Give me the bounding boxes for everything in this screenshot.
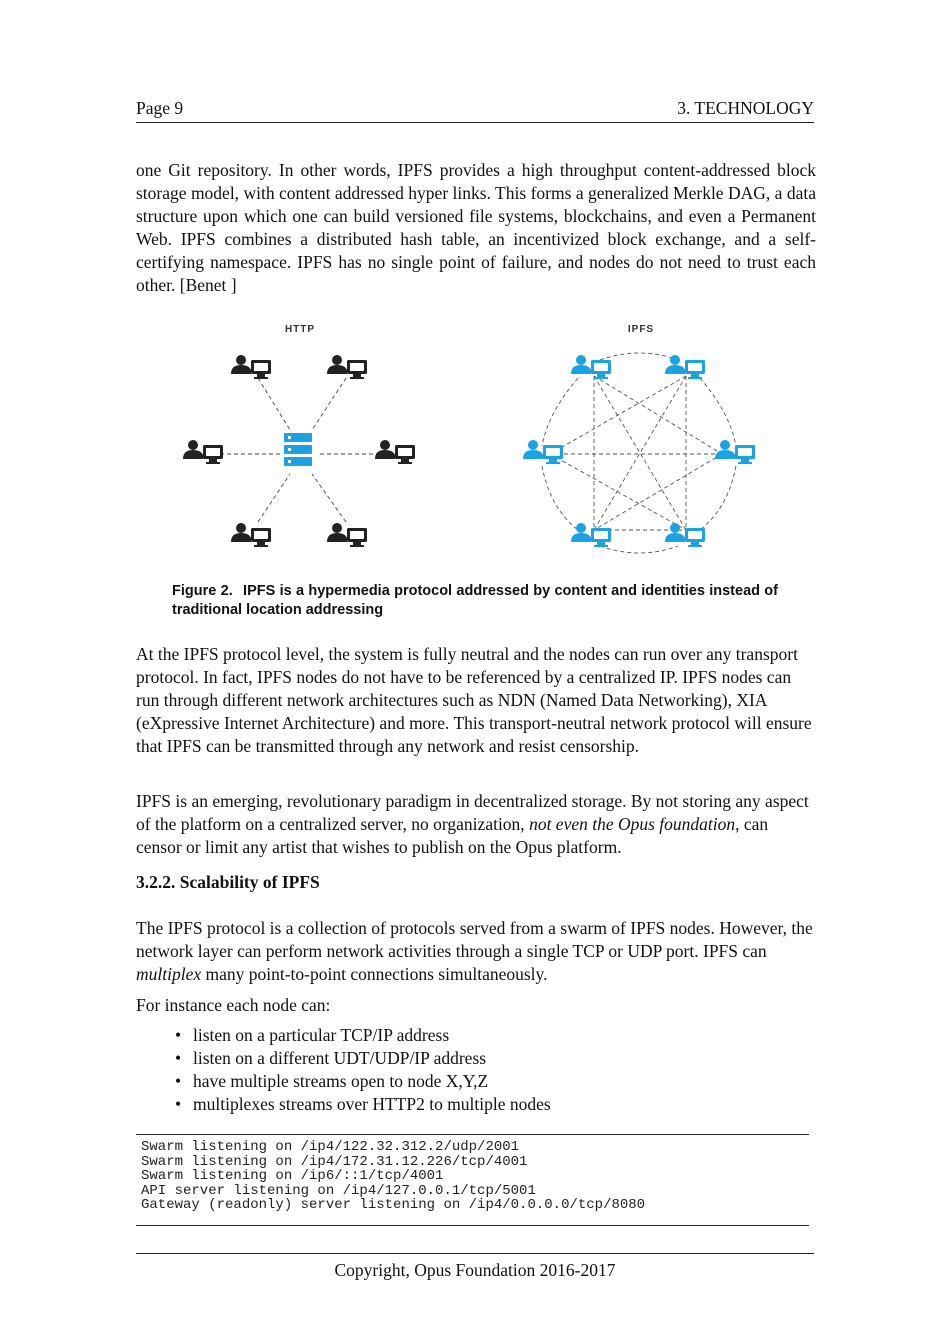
ipfs-node-icon bbox=[571, 523, 611, 547]
ipfs-node-icon bbox=[665, 523, 705, 547]
http-node-icon bbox=[183, 440, 223, 464]
page-header bbox=[136, 98, 814, 123]
http-node-icon bbox=[327, 355, 367, 379]
page-number: Page 9 bbox=[136, 98, 184, 118]
figure-caption bbox=[172, 582, 778, 620]
ipfs-node-icon bbox=[523, 440, 563, 464]
intro-paragraph: one Git repository. In other words, IPFS provides a high throughput content-addressed block storage model, with content addressed hyper links. This forms a generalized Merkle DAG, a data structure upon which one can build versioned file systems, blockchains, and even a Permanent Web. IPFS combines a distributed hash table, an incentivized block exchange, and a self-certifying namespace. IPFS has no single point of failure, and nodes do not need to trust each other. [Benet ] bbox=[136, 160, 816, 295]
scalability-paragraph bbox=[136, 917, 816, 986]
http-node-icon bbox=[231, 523, 271, 547]
ipfs-node-icon bbox=[571, 355, 611, 379]
capability-list bbox=[175, 1024, 551, 1116]
code-line: Swarm listening on /ip4/122.32.312.2/udp/2001 bbox=[141, 1139, 520, 1155]
paradigm-paragraph bbox=[136, 790, 816, 859]
paradigm-text-start: IPFS is an emerging, revolutionary paradigm in decentralized storage. By not storing any aspect of the platform on a centralized server, no organization, bbox=[136, 791, 809, 834]
figure-http-vs-ipfs bbox=[170, 318, 780, 558]
footer-divider bbox=[136, 1253, 814, 1254]
ipfs-label: IPFS bbox=[627, 324, 655, 335]
running-section-title: 3. TECHNOLOGY bbox=[677, 98, 814, 118]
figure-label: Figure 2. bbox=[172, 583, 233, 599]
http-node-icon bbox=[231, 355, 271, 379]
paradigm-text-end: , can censor or limit any artist that wishes to publish on the Opus platform. bbox=[136, 814, 769, 857]
ipfs-node-icon bbox=[665, 355, 705, 379]
transport-paragraph: At the IPFS protocol level, the system is fully neutral and the nodes can run over any transport protocol. In fact, IPFS nodes do not have to be referenced by a centralized IP. IPFS nodes can run through different network architectures such as NDN (Named Data Networking), XIA (eXpressive Internet Architecture) and more. This transport-neutral network protocol will ensure that IPFS can be transmitted through any network and resist censorship. bbox=[136, 644, 812, 756]
code-line: API server listening on /ip4/127.0.0.1/tcp/5001 bbox=[141, 1182, 536, 1199]
code-line: Gateway (readonly) server listening on /ip4/0.0.0.0/tcp/8080 bbox=[141, 1197, 646, 1214]
scalability-text-start: The IPFS protocol is a collection of protocols served from a swarm of IPFS nodes. However, the network layer can perform network activities through a single TCP or UDP port. IPFS can bbox=[136, 918, 813, 961]
http-node-icon bbox=[375, 440, 415, 464]
http-label: HTTP bbox=[284, 324, 316, 335]
ipfs-mesh-links bbox=[542, 353, 736, 553]
code-line: Swarm listening on /ip6/::1/tcp/4001 bbox=[141, 1168, 444, 1185]
list-item: • listen on a particular TCP/IP address bbox=[175, 1024, 551, 1047]
scalability-text-end: many point-to-point connections simultaneously. bbox=[201, 964, 548, 984]
list-item: • listen on a different UDT/UDP/IP address bbox=[175, 1047, 551, 1070]
code-block bbox=[136, 1134, 809, 1226]
figure-caption-text: IPFS is a hypermedia protocol addressed by content and identities instead of traditional location addressing bbox=[172, 583, 778, 618]
instance-intro: For instance each node can: bbox=[136, 995, 331, 1015]
http-node-icon bbox=[327, 523, 367, 547]
server-icon bbox=[284, 433, 312, 466]
paradigm-emphasis: not even the Opus foundation bbox=[529, 814, 736, 834]
ipfs-node-icon bbox=[715, 440, 755, 464]
page-footer: Copyright, Opus Foundation 2016-2017 bbox=[334, 1260, 616, 1280]
list-item: • have multiple streams open to node X,Y,Z bbox=[175, 1070, 551, 1093]
scalability-emphasis: multiplex bbox=[136, 964, 202, 984]
section-heading: 3.2.2. Scalability of IPFS bbox=[136, 872, 320, 892]
list-item: • multiplexes streams over HTTP2 to multiple nodes bbox=[175, 1093, 551, 1116]
code-line: Swarm listening on /ip4/172.31.12.226/tcp/4001 bbox=[141, 1153, 528, 1170]
